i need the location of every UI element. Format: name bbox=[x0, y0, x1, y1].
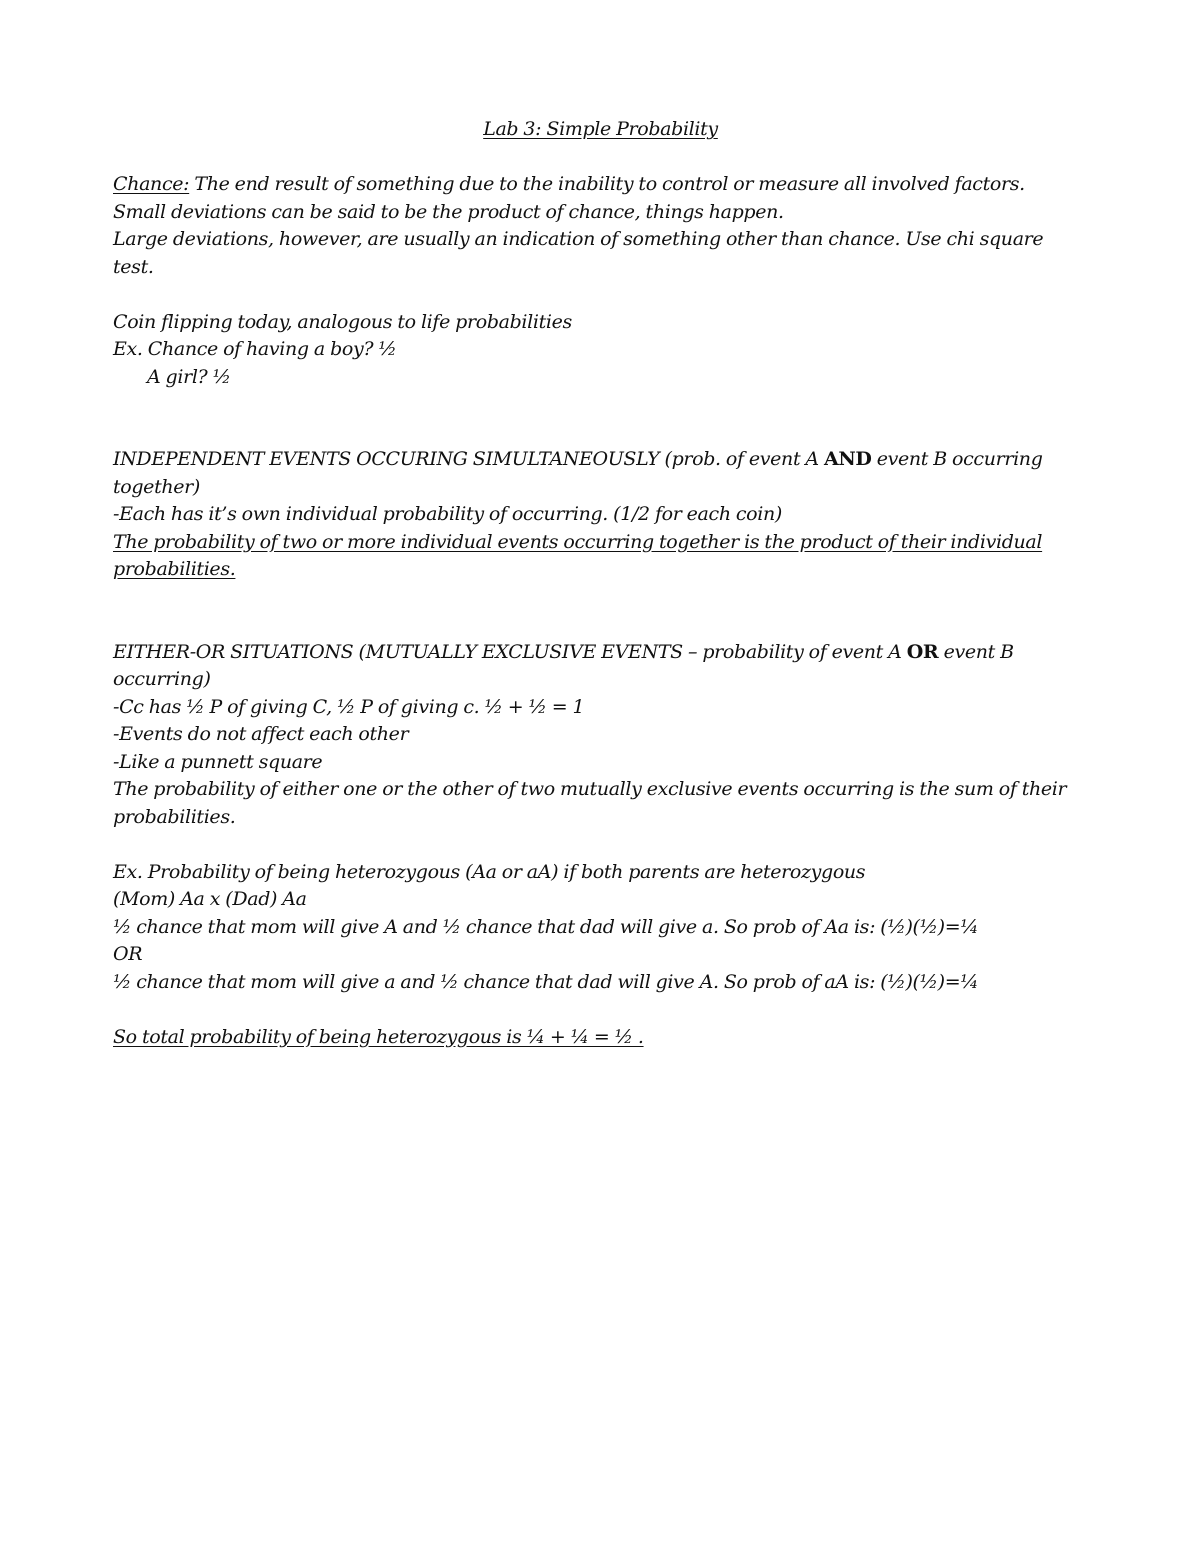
chance-definition-text: The end result of something due to the inability to control or measure all involved factors. bbox=[189, 173, 1025, 195]
document-body bbox=[113, 116, 1088, 1051]
girl-chance-line: A girl? ½ bbox=[147, 365, 231, 388]
mom-gives-a-line: ½ chance that mom will give a and ½ chance that dad will give A. So prob of aA is: (½)(½)=¼ bbox=[113, 970, 979, 993]
independent-heading-part2: event B occurring together) bbox=[113, 448, 1043, 498]
either-or-heading-part1: EITHER-OR SITUATIONS (MUTUALLY EXCLUSIVE EVENTS – probability of event A bbox=[113, 640, 907, 663]
spacer bbox=[113, 391, 1088, 446]
events-do-not-affect-line: -Events do not affect each other bbox=[113, 723, 409, 745]
coin-flipping-line: Coin flipping today, analogous to life probabilities bbox=[113, 310, 572, 333]
total-probability bbox=[113, 1024, 1088, 1052]
and-keyword: AND bbox=[823, 448, 872, 470]
page-title bbox=[113, 116, 1088, 144]
product-rule bbox=[113, 529, 1088, 584]
either-or-heading-part2: event B occurring) bbox=[113, 640, 1014, 690]
spacer bbox=[113, 831, 1088, 859]
spacer bbox=[113, 996, 1088, 1024]
spacer bbox=[113, 584, 1088, 639]
product-rule-text: The probability of two or more individual events occurring together is the product of their individual probabilities. bbox=[113, 530, 1043, 580]
chance-definition bbox=[113, 171, 1088, 199]
spacer bbox=[113, 281, 1088, 309]
either-or-heading bbox=[113, 639, 1088, 694]
independent-events-heading bbox=[113, 446, 1088, 501]
total-probability-text: So total probability of being heterozygous is ¼ + ¼ = ½ . bbox=[113, 1025, 644, 1048]
title-text: Lab 3: Simple Probability bbox=[483, 118, 718, 140]
heterozygous-example-line: Ex. Probability of being heterozygous (Aa or aA) if both parents are heterozygous bbox=[113, 860, 866, 883]
cc-example-line: -Cc has ½ P of giving C, ½ P of giving c. ½ + ½ = 1 bbox=[113, 695, 585, 718]
or-line: OR bbox=[113, 943, 143, 965]
or-keyword: OR bbox=[906, 640, 939, 663]
punnett-square-line: -Like a punnett square bbox=[113, 750, 323, 773]
independent-heading-part1: INDEPENDENT EVENTS OCCURING SIMULTANEOUSLY (prob. of event A bbox=[113, 448, 824, 470]
independent-each-line: -Each has it’s own individual probability of occurring. (1/2 for each coin) bbox=[113, 503, 782, 525]
chance-term: Chance: bbox=[113, 173, 190, 195]
parents-cross-line: (Mom) Aa x (Dad) Aa bbox=[113, 888, 307, 910]
spacer bbox=[113, 144, 1088, 172]
mom-gives-A-line: ½ chance that mom will give A and ½ chance that dad will give a. So prob of Aa is: (½)(½)=¼ bbox=[113, 915, 979, 938]
chance-large-deviations: Large deviations, however, are usually an indication of something other than chance. Use chi square test. bbox=[113, 228, 1044, 278]
chance-small-deviations: Small deviations can be said to be the product of chance, things happen. bbox=[113, 200, 784, 223]
sum-rule: The probability of either one or the other of two mutually exclusive events occurring is the sum of their probabilities. bbox=[113, 778, 1067, 828]
boy-chance-line: Ex. Chance of having a boy? ½ bbox=[113, 338, 397, 360]
